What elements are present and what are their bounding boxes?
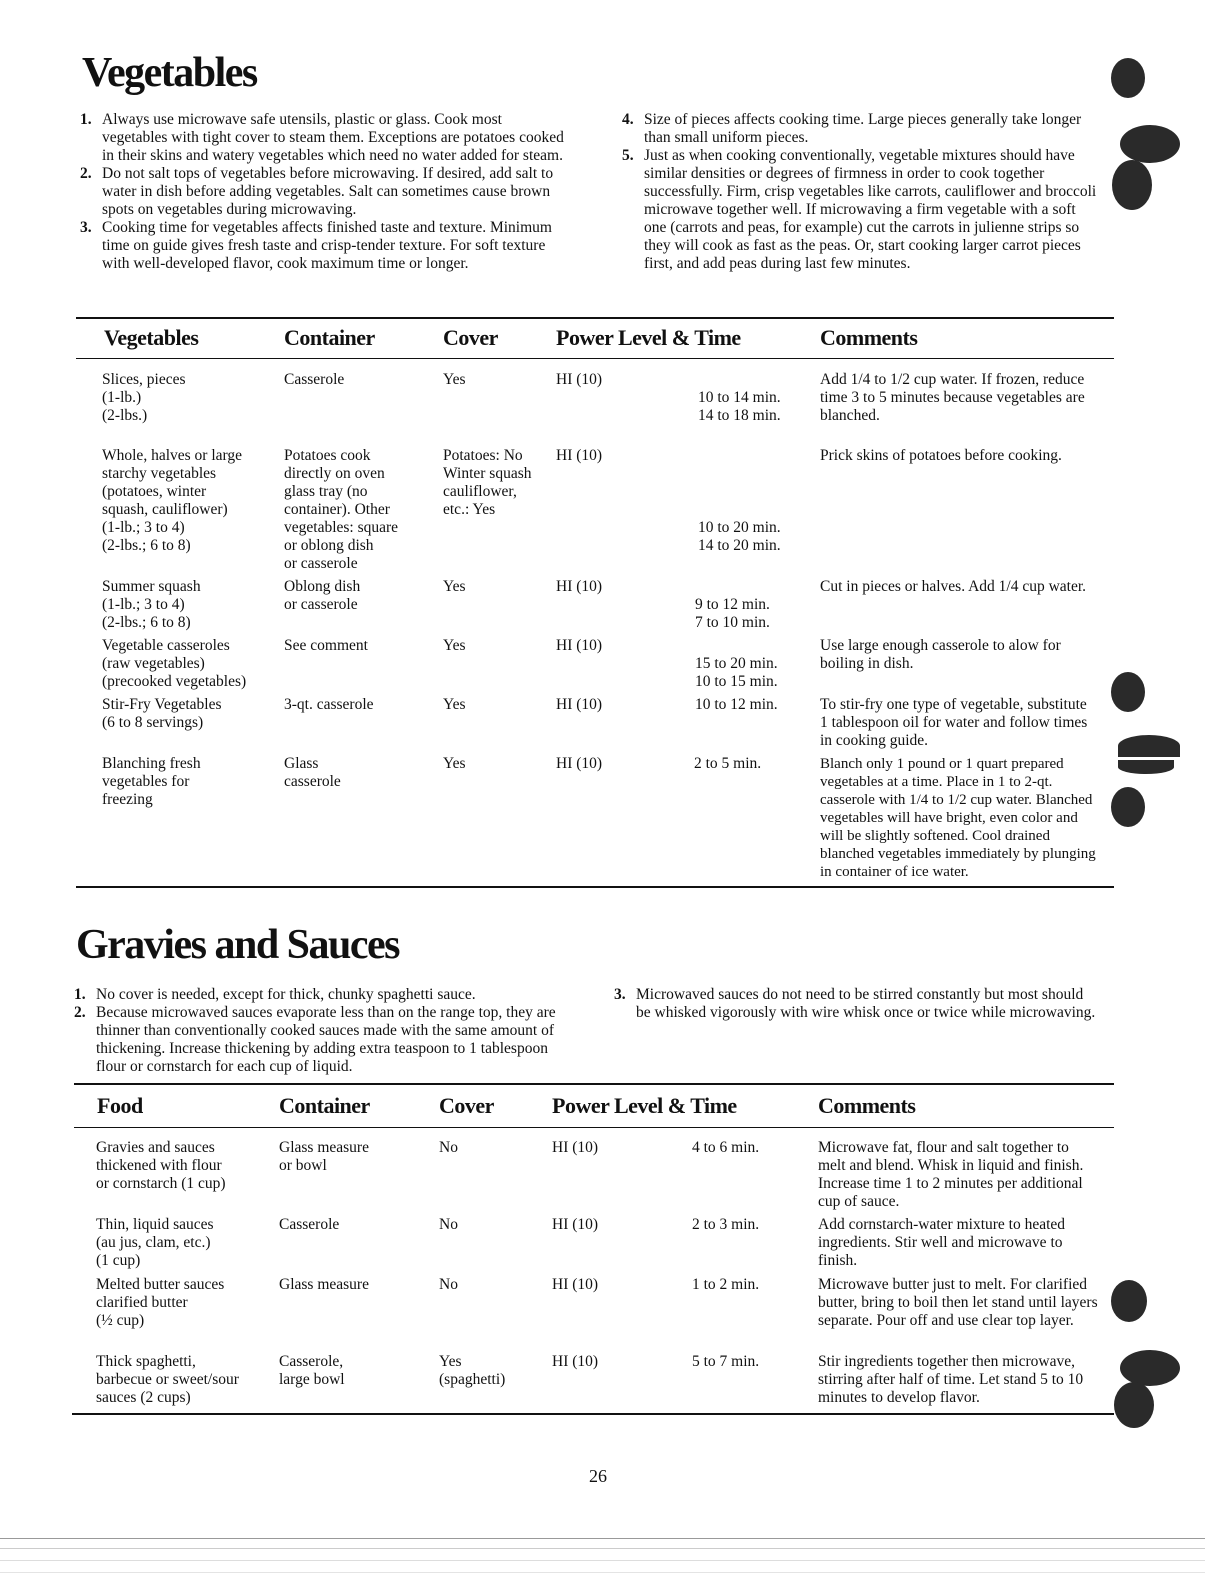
comments-cell: Prick skins of potatoes before cooking. [820,447,1062,464]
col-header-food: Food [97,1093,143,1118]
edge-mark-icon [1118,735,1180,757]
edge-mark-icon [1120,125,1180,163]
time-cell: 10 to 20 min. 14 to 20 min. [698,519,781,554]
note-item: 1. Always use microwave safe utensils, plastic or glass. Cook most vegetables with tight cover to steam them. Exceptions are potatoes cooked in their skins and watery vegetables which need no water added for steam. [80,111,564,164]
cover-cell: Yes [443,755,466,772]
vegetables-notes-left [80,111,568,273]
note-item: 3. Cooking time for vegetables affects finished taste and texture. Minimum time on guide gives fresh taste and crisp-tender texture. For soft texture with well-developed flavor, cook maximum time or longer. [80,219,552,272]
container-cell: Casserole [284,371,345,388]
vegetables-notes-right [622,111,1100,273]
container-cell: Glass measure [279,1276,369,1293]
edge-mark-icon [1114,1382,1154,1428]
cover-cell: Yes [443,637,466,654]
power-cell: HI (10) [552,1139,599,1156]
page-number: 26 [589,1466,607,1486]
note-item: 5. Just as when cooking conventionally, vegetable mixtures should have similar densities or degrees of firmness in order to cook together successfully. Firm, crisp vegetables like carrots, cauliflower and broccoli microwave together well. If microwaving a firm vegetable with a soft one (carrots and peas, for example) cut the carrots in julienne strips so they will cook as fast as the peas. Or, start cooking larger carrot pieces first, and add peas during last few minutes. [622,147,1097,272]
time-cell: 5 to 7 min. [692,1353,760,1370]
vegetable-cell: Slices, pieces (1-lb.) (2-lbs.) [102,371,186,424]
scan-line [0,1548,1205,1549]
edge-mark-icon [1111,58,1145,98]
edge-mark-icon [1112,160,1152,210]
cover-cell: Yes (spaghetti) [439,1353,506,1388]
note-item: 2. Because microwaved sauces evaporate less than on the range top, they are thinner than conventionally cooked sauces made with the same amount of thickening. Increase thickening by adding extra teaspoon to 1 tablespoon flour or cornstarch for each cup of liquid. [74,1004,556,1075]
comments-cell: Microwave fat, flour and salt together to melt and blend. Whisk in liquid and finish. Increase time 1 to 2 minutes per additional cup of sauce. [818,1139,1084,1210]
cover-cell: No [439,1216,458,1233]
power-cell: HI (10) [552,1216,599,1233]
container-cell: Casserole, large bowl [279,1353,345,1388]
edge-mark-icon [1111,1280,1147,1322]
time-cell: 10 to 12 min. [695,696,778,713]
note-item: 4. Size of pieces affects cooking time. Large pieces generally take longer than small uniform pieces. [622,111,1082,146]
edge-mark-icon [1111,787,1145,827]
container-cell: Oblong dish or casserole [284,578,361,613]
comments-cell: Blanch only 1 pound or 1 quart prepared vegetables at a time. Place in 1 to 2-qt. casserole with 1/4 to 1/2 cup water. Blanched vegetables will have bright, even color and will be slightly softened. Cool drained blanched vegetables immediately by plunging in container of ice water. [820,756,1096,880]
cover-cell: Yes [443,371,466,388]
table-bottom-rule [72,1413,1114,1415]
comments-cell: Add cornstarch-water mixture to heated ingredients. Stir well and microwave to finish. [818,1216,1066,1269]
food-cell: Melted butter sauces clarified butter (½ cup) [96,1276,225,1329]
time-cell: 1 to 2 min. [692,1276,760,1293]
table-bottom-rule [76,886,1114,888]
container-cell: See comment [284,637,368,654]
cover-cell: Potatoes: No Winter squash cauliflower, etc.: Yes [443,447,532,518]
cover-cell: No [439,1276,458,1293]
scan-line [0,1572,1205,1573]
cover-cell: Yes [443,578,466,595]
note-item: 2. Do not salt tops of vegetables before microwaving. If desired, add salt to water in dish before adding vegetables. Salt can sometimes cause brown spots on vegetables during microwaving. [80,165,554,218]
power-cell: HI (10) [556,637,603,654]
col-header-comments: Comments [818,1093,916,1118]
vegetable-cell: Summer squash (1-lb.; 3 to 4) (2-lbs.; 6 to 8) [102,578,201,631]
time-cell: 10 to 14 min. 14 to 18 min. [698,389,781,424]
col-header-cover: Cover [439,1093,494,1118]
container-cell: Potatoes cook directly on oven glass tray (no container). Other vegetables: square or oblong dish or casserole [284,447,399,572]
edge-mark-icon [1118,760,1174,774]
power-cell: HI (10) [552,1276,599,1293]
scan-line [0,1560,1205,1561]
col-header-power-level-time: Power Level & Time [556,325,741,350]
power-cell: HI (10) [556,371,603,388]
container-cell: Glass measure or bowl [279,1139,369,1174]
col-header-container: Container [284,325,375,350]
food-cell: Thin, liquid sauces (au jus, clam, etc.) (1 cup) [96,1216,214,1269]
col-header-power-level-time: Power Level & Time [552,1093,737,1118]
comments-cell: Cut in pieces or halves. Add 1/4 cup water. [820,578,1087,595]
vegetable-cell: Vegetable casseroles (raw vegetables) (precooked vegetables) [102,637,247,690]
header-rule [74,1127,1114,1128]
gravies-notes-left [74,986,564,1076]
cover-cell: No [439,1139,458,1156]
vegetable-cell: Blanching fresh vegetables for freezing [102,755,201,808]
power-cell: HI (10) [556,755,603,772]
header-rule [76,358,1114,359]
vegetables-title: Vegetables [82,50,257,96]
vegetable-cell: Stir-Fry Vegetables (6 to 8 servings) [102,696,222,731]
time-cell: 15 to 20 min. 10 to 15 min. [695,655,778,690]
cover-cell: Yes [443,696,466,713]
container-cell: Casserole [279,1216,340,1233]
comments-cell: To stir-fry one type of vegetable, substitute 1 tablespoon oil for water and follow times in cooking guide. [820,696,1088,749]
time-cell: 4 to 6 min. [692,1139,760,1156]
scan-line [0,1538,1205,1539]
table-top-rule [74,1083,1114,1085]
gravies-title: Gravies and Sauces [76,922,400,968]
food-cell: Thick spaghetti, barbecue or sweet/sour sauces (2 cups) [96,1353,239,1406]
col-header-container: Container [279,1093,370,1118]
time-cell: 2 to 5 min. [694,755,762,772]
power-cell: HI (10) [552,1353,599,1370]
power-cell: HI (10) [556,447,603,464]
comments-cell: Stir ingredients together then microwave, stirring after half of time. Let stand 5 to 10 minutes to develop flavor. [818,1353,1084,1406]
food-cell: Gravies and sauces thickened with flour or cornstarch (1 cup) [96,1139,226,1192]
time-cell: 9 to 12 min. 7 to 10 min. [695,596,770,631]
table-top-rule [76,317,1114,319]
note-item: 3. Microwaved sauces do not need to be stirred constantly but most should be whisked vigorously with wire whisk once or twice while microwaving. [614,986,1096,1021]
time-cell: 2 to 3 min. [692,1216,760,1233]
power-cell: HI (10) [556,696,603,713]
col-header-vegetables: Vegetables [104,325,199,350]
edge-mark-icon [1120,1350,1180,1386]
edge-mark-icon [1111,672,1145,712]
container-cell: Glass casserole [284,755,341,790]
comments-cell: Microwave butter just to melt. For clarified butter, bring to boil then let stand until layers separate. Pour off and use clear top layer. [818,1276,1098,1329]
comments-cell: Use large enough casserole to alow for boiling in dish. [820,637,1061,672]
col-header-comments: Comments [820,325,918,350]
power-cell: HI (10) [556,578,603,595]
note-item: 1. No cover is needed, except for thick, chunky spaghetti sauce. [74,986,476,1003]
col-header-cover: Cover [443,325,498,350]
vegetable-cell: Whole, halves or large starchy vegetables (potatoes, winter squash, cauliflower) (1-lb.; 3 to 4) (2-lbs.; 6 to 8) [102,447,243,554]
comments-cell: Add 1/4 to 1/2 cup water. If frozen, reduce time 3 to 5 minutes because vegetables are blanched. [820,371,1085,424]
gravies-notes-right [614,986,1098,1022]
container-cell: 3-qt. casserole [284,696,374,713]
